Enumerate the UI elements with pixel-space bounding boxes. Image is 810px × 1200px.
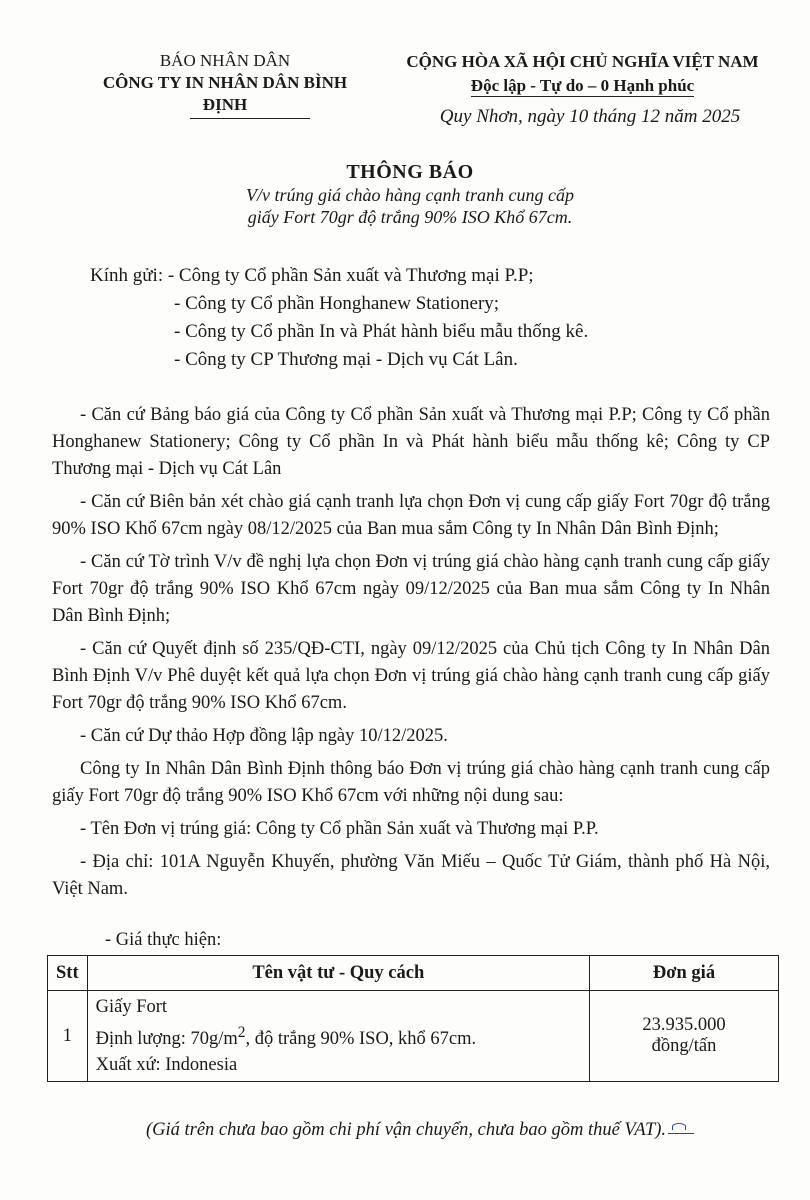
- issuer-parent-org: BÁO NHÂN DÂN: [159, 51, 291, 70]
- basis-paragraph: - Căn cứ Tờ trình V/v đề nghị lựa chọn Đơn vị trúng giá chào hàng cạnh tranh cung cấp giấy Fort 70gr độ trắng 90% ISO Khổ 67cm ngày 09/12/2025 của Ban mua sắm Công ty In Nhân Dân Bình Định;: [52, 552, 770, 626]
- price-note-text: (Giá trên chưa bao gồm chi phí vận chuyển, chưa bao gồm thuế VAT).: [145, 1120, 667, 1140]
- winner-name: - Tên Đơn vị trúng giá: Công ty Cổ phần Sản xuất và Thương mại P.P.: [80, 819, 599, 839]
- recipient-item: - Công ty Cổ phần Sản xuất và Thương mại P.P;: [167, 265, 534, 286]
- item-name: Giấy Fort: [95, 997, 168, 1017]
- recipients-label: Kính gửi:: [90, 265, 164, 286]
- document-date: Quy Nhơn, ngày 10 tháng 12 năm 2025: [439, 106, 741, 127]
- price-table-header: [48, 956, 779, 991]
- issuer-header: [80, 50, 370, 119]
- document-title-block: [180, 160, 640, 228]
- item-spec: [96, 1020, 581, 1052]
- country-name: CỘNG HÒA XÃ HỘI CHỦ NGHĨA VIỆT NAM: [406, 52, 759, 71]
- document-body: [52, 402, 770, 903]
- price-unit: đồng/tấn: [651, 1036, 717, 1057]
- item-spec-text: , độ trắng 90% ISO, khổ 67cm.: [245, 1029, 477, 1050]
- item-spec-text: Định lượng: 70g/m: [95, 1029, 238, 1050]
- table-row: [48, 991, 779, 1082]
- basis-paragraph: - Căn cứ Quyết định số 235/QĐ-CTI, ngày 09/12/2025 của Chủ tịch Công ty In Nhân Dân Bình Định V/v Phê duyệt kết quả lựa chọn Đơn vị trúng giá chào hàng cạnh tranh cung cấp giấy Fort 70gr độ trắng 90% ISO Khổ 67cm.: [52, 639, 770, 713]
- national-motto: Độc lập - Tự do – 0 Hạnh phúc: [470, 76, 695, 95]
- basis-paragraph: - Căn cứ Dự thảo Hợp đồng lập ngày 10/12/2025.: [80, 726, 448, 746]
- row-stt: 1: [48, 991, 88, 1082]
- item-origin: Xuất xứ: Indonesia: [95, 1055, 238, 1076]
- document-title: THÔNG BÁO: [346, 161, 474, 183]
- recipients-block: [90, 262, 588, 374]
- recipient-item: - Công ty CP Thương mại - Dịch vụ Cát Lân.: [174, 349, 518, 370]
- basis-paragraph: - Căn cứ Bảng báo giá của Công ty Cổ phần Sản xuất và Thương mại P.P; Công ty Cổ phần Honghanew Stationery; Công ty Cổ phần In và Phát hành biểu mẫu thống kê; Công ty CP Thương mại - Dịch vụ Cát Lân: [52, 405, 770, 479]
- price-label: - Giá thực hiện:: [105, 930, 222, 950]
- price-note: [100, 1120, 740, 1141]
- winner-address: - Địa chỉ: 101A Nguyễn Khuyến, phường Văn Miếu – Quốc Tử Giám, thành phố Hà Nội, Việt Nam.: [52, 852, 770, 899]
- item-spec-sup: 2: [237, 1024, 246, 1041]
- national-header: [385, 50, 780, 98]
- row-price: [590, 991, 779, 1082]
- recipient-item: - Công ty Cổ phần Honghanew Stationery;: [174, 293, 500, 314]
- document-subject-line-1: V/v trúng giá chào hàng cạnh tranh cung cấp: [246, 185, 574, 205]
- column-header-price: Đơn giá: [590, 956, 779, 991]
- recipient-item: - Công ty Cổ phần In và Phát hành biểu mẫu thống kê.: [174, 321, 589, 342]
- row-item-spec: [87, 991, 589, 1082]
- document-subject-line-2: giấy Fort 70gr độ trắng 90% ISO Khổ 67cm.: [247, 207, 573, 227]
- price-value: 23.935.000: [642, 1015, 726, 1036]
- announcement-paragraph: Công ty In Nhân Dân Bình Định thông báo Đơn vị trúng giá chào hàng cạnh tranh cung cấp giấy Fort 70gr độ trắng 90% ISO Khổ 67cm với những nội dung sau:: [52, 759, 770, 806]
- price-table: [47, 955, 779, 1082]
- signature-initial-icon: [668, 1123, 694, 1134]
- issuer-underline: [190, 118, 310, 119]
- column-header-item: Tên vật tư - Quy cách: [87, 956, 589, 991]
- basis-paragraph: - Căn cứ Biên bản xét chào giá cạnh tranh lựa chọn Đơn vị cung cấp giấy Fort 70gr độ trắng 90% ISO Khổ 67cm ngày 08/12/2025 của Ban mua sắm Công ty In Nhân Dân Bình Định;: [52, 492, 770, 539]
- issuer-company: CÔNG TY IN NHÂN DÂN BÌNH ĐỊNH: [102, 73, 348, 114]
- column-header-stt: Stt: [48, 956, 88, 991]
